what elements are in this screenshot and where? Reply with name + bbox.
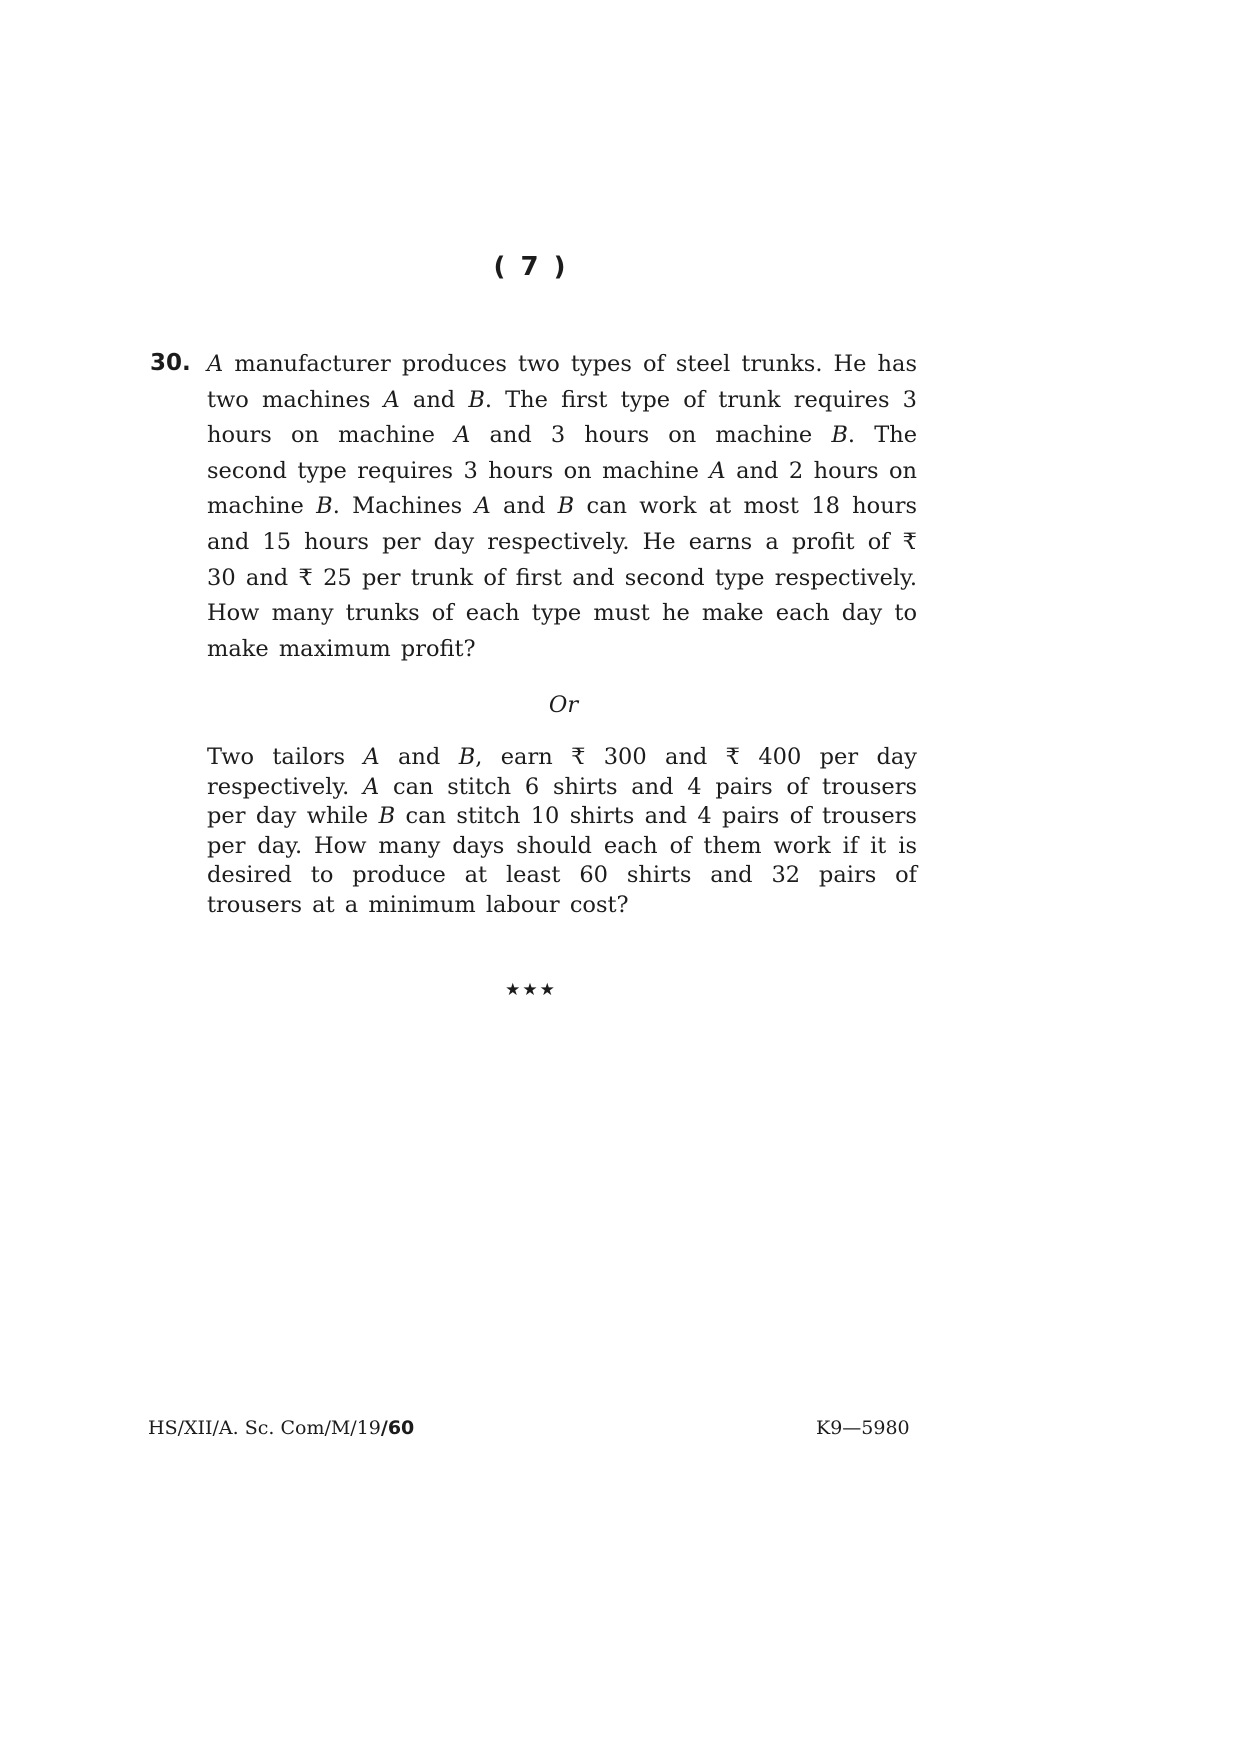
question-main-text: A manufacturer produces two types of steel trunks. He has two machines A and B. The first type of trunk requires 3 hours on machine A and 3 hours on machine B. The second type requires 3 hours on machine A and 2 hours on machine B. Machines A and B can work at most 18 hours and 15 hours per day respectively. He earns a profit of ₹ 30 and ₹ 25 per trunk of first and second type respectively. How many trunks of each type must he make each day to make maximum profit? bbox=[207, 351, 918, 662]
footer-code-suffix: /60 bbox=[380, 1417, 415, 1439]
question-alternative-text: Two tailors A and B, earn ₹ 300 and ₹ 400 per day respectively. A can stitch 6 shirts and 4 pairs of trousers per day while B can stitch 10 shirts and 4 pairs of trousers per day. How many days should each of them work if it is desired to produce at least 60 shirts and 32 pairs of trousers at a minimum labour cost? bbox=[207, 744, 917, 918]
end-of-paper-stars: ★★★ bbox=[505, 980, 557, 1000]
question-number: 30. bbox=[150, 350, 191, 376]
footer-print-code: K9—5980 bbox=[816, 1417, 910, 1439]
footer-paper-code bbox=[148, 1417, 414, 1439]
page-number: ( 7 ) bbox=[493, 252, 569, 282]
footer-code-prefix: HS/XII/A. Sc. Com/M/19 bbox=[148, 1417, 381, 1439]
or-separator: Or bbox=[548, 692, 579, 718]
